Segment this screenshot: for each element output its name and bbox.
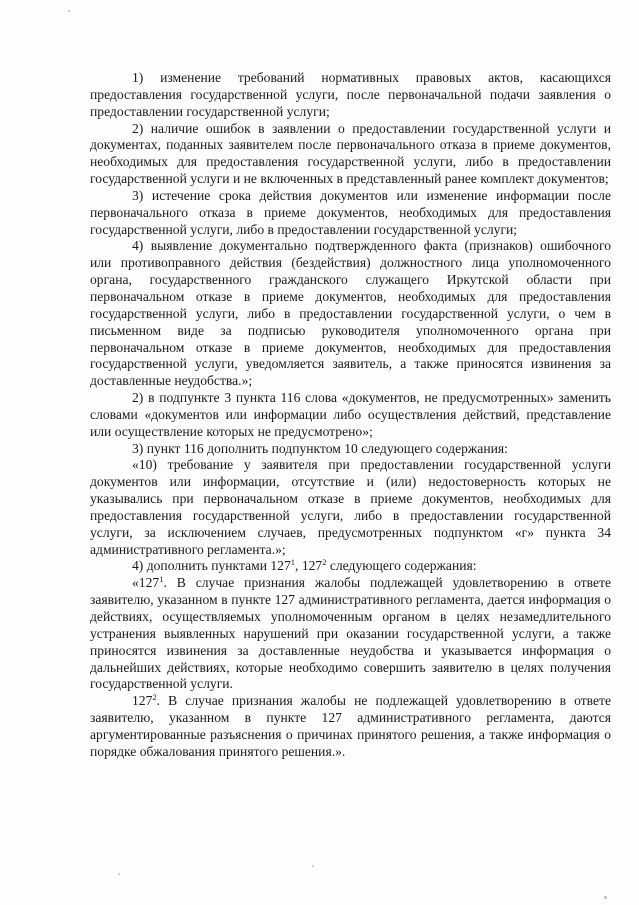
paragraph-127-1 bbox=[90, 575, 611, 693]
paragraph-127-2 bbox=[90, 693, 611, 760]
scan-speck bbox=[604, 896, 607, 899]
amend-4-text-c: следующего содержания: bbox=[326, 558, 477, 574]
scan-speck bbox=[118, 873, 120, 875]
p127-2-text-a: 127 bbox=[132, 693, 153, 709]
p127-1-sup: 1 bbox=[159, 574, 164, 585]
scan-speck bbox=[312, 865, 314, 867]
paragraph-item-4: 4) выявление документально подтвержденного факта (признаков) ошибочного или противоправного действия (бездействия) должностного лица уполномоченного органа, государственного гражданского служащего Иркутской области при первоначальном отказе в приеме документов, необходимых для предоставления государственной услуги, либо в предоставлении государственной услуги, о чем в письменном виде за подписью руководителя уполномоченного органа при первоначальном отказе в приеме документов, необходимых для предоставления государственной услуги, уведомляется заявитель, а также приносятся извинения за доставленные неудобства.»; bbox=[90, 238, 611, 389]
paragraph-amend-4 bbox=[90, 558, 611, 575]
document-body bbox=[90, 70, 611, 761]
amend-4-text-b: , 127 bbox=[295, 558, 323, 574]
p127-1-text-a: «127 bbox=[132, 575, 160, 591]
scan-speck bbox=[68, 10, 70, 12]
paragraph-item-1: 1) изменение требований нормативных правовых актов, касающихся предоставления государственной услуги, после первоначальной подачи заявления о предоставлении государственной услуги; bbox=[90, 70, 611, 119]
amend-4-sup-b: 2 bbox=[322, 557, 327, 568]
amend-4-sup-a: 1 bbox=[290, 557, 296, 568]
p127-2-text-b: . В случае признания жалобы не подлежащей удовлетворению в ответе заявителю, указанном в пункте 127 административного регламента, даются аргументированные разъяснения о причинах принятого решения, а также информация о порядке обжалования принятого решения.». bbox=[90, 693, 611, 759]
paragraph-subitem-10: «10) требование у заявителя при предоставлении государственной услуги документов или информации, отсутствие и (или) недостоверность которых не указывались при первоначальном отказе в приеме документов, необходимых для предоставления государственной услуги, либо в предоставлении государственной услуги, за исключением случаев, предусмотренных подпунктом «г» пункта 34 административного регламента.»; bbox=[90, 457, 611, 557]
paragraph-item-3: 3) истечение срока действия документов или изменение информации после первоначального отказа в приеме документов, необходимых для предоставления государственной услуги, либо в предоставлении государственной услуги; bbox=[90, 187, 611, 237]
amend-4-text-a: 4) дополнить пунктами 127 bbox=[132, 558, 291, 574]
paragraph-amend-2: 2) в подпункте 3 пункта 116 слова «документов, не предусмотренных» заменить словами «документов или информации либо осуществления действий, представление или осуществление которых не предусмотрено»; bbox=[90, 390, 611, 439]
paragraph-item-2: 2) наличие ошибок в заявлении о предоставлении государственной услуги и документах, поданных заявителем после первоначального отказа в приеме документов, необходимых для предоставления государственной услуги, либо в предоставлении государственной услуги и не включенных в представленный ранее комплект документов; bbox=[90, 120, 611, 187]
p127-2-sup: 2 bbox=[152, 692, 157, 703]
paragraph-amend-3: 3) пункт 116 дополнить подпунктом 10 следующего содержания: bbox=[132, 440, 508, 456]
p127-1-text-b: . В случае признания жалобы подлежащей удовлетворению в ответе заявителю, указанном в пункте 127 административного регламента, дается информация о действиях, осуществляемых уполномоченным органом в целях незамедлительного устранения выявленных нарушений при оказании государственной услуги, а также приносятся извинения за доставленные неудобства и указывается информация о дальнейших действиях, которые необходимо совершить заявителю в целях получения государственной услуги. bbox=[90, 575, 611, 692]
